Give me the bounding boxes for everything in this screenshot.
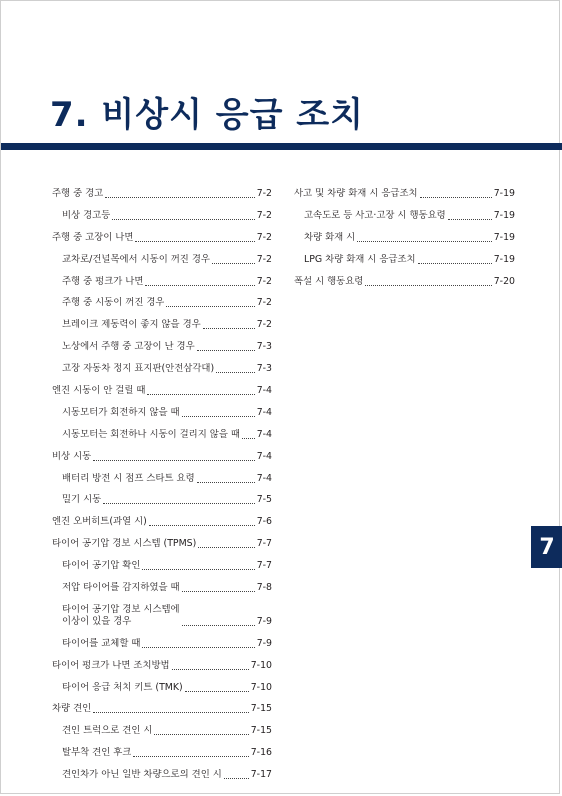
toc-page-number: 7-6: [256, 516, 272, 528]
toc-page-number: 7-20: [493, 275, 515, 287]
toc-entry[interactable]: [52, 451, 272, 463]
dot-leader: [105, 197, 254, 198]
dot-leader: [224, 778, 249, 779]
toc-entry-label: 견인 트럭으로 견인 시: [62, 725, 153, 737]
toc-subentry[interactable]: [52, 769, 272, 781]
dot-leader: [418, 263, 492, 264]
toc-subentry[interactable]: [52, 429, 272, 441]
toc-subentry[interactable]: [52, 494, 272, 506]
chapter-tab-number: 7: [539, 534, 555, 560]
toc-page-number: 7-15: [250, 703, 272, 715]
toc-subentry[interactable]: [294, 254, 515, 266]
toc-subentry[interactable]: [52, 682, 272, 694]
dot-leader: [149, 525, 255, 526]
dot-leader: [147, 394, 254, 395]
toc-subentry[interactable]: [52, 363, 272, 375]
toc-page-number: 7-2: [256, 253, 272, 265]
toc-entry-label: 사고 및 차량 화재 시 응급조치: [294, 188, 418, 199]
toc-page-number: 7-5: [256, 494, 272, 506]
toc-page-number: 7-2: [256, 188, 272, 199]
toc-entry-label: 견인차가 아닌 일반 차량으로의 견인 시: [62, 769, 222, 781]
toc-subentry[interactable]: [52, 297, 272, 309]
toc-entry[interactable]: [294, 276, 515, 288]
toc-page-number: 7-2: [256, 231, 272, 243]
dot-leader: [133, 756, 248, 757]
toc-entry-label: 폭설 시 행동요령: [294, 275, 364, 287]
toc-page-number: 7-2: [256, 275, 272, 287]
dot-leader: [93, 712, 249, 713]
toc-page-number: 7-2: [256, 209, 272, 221]
toc-entry-label: 밀기 시동: [62, 494, 102, 506]
toc-subentry[interactable]: [52, 210, 272, 222]
toc-page-number: 7-4: [256, 406, 272, 418]
toc-page-number: 7-10: [250, 659, 272, 671]
toc-subentry[interactable]: [52, 638, 272, 650]
dot-leader: [142, 647, 254, 648]
toc-entry-label: [62, 604, 180, 628]
toc-entry-label-line: 타이어 공기압 경보 시스템에: [62, 603, 180, 615]
title-rule: [1, 143, 562, 150]
chapter-title: 7. 비상시 응급 조치: [50, 95, 364, 135]
toc-entry-label: 타이어 펑크가 나면 조치방법: [52, 659, 170, 671]
toc-entry-label: 교차로/건널목에서 시동이 꺼진 경우: [62, 253, 210, 265]
toc-subentry[interactable]: [52, 747, 272, 759]
toc-subentry[interactable]: [294, 210, 515, 222]
toc-entry-label: 브레이크 제동력이 좋지 않을 경우: [62, 319, 201, 331]
toc-entry-label: 고장 자동차 정지 표지판(안전삼각대): [62, 363, 215, 375]
dot-leader: [172, 669, 249, 670]
toc-page-number: 7-19: [493, 253, 515, 265]
dot-leader: [166, 306, 254, 307]
dot-leader: [212, 263, 255, 264]
toc-entry-label: 차량 견인: [52, 703, 92, 715]
chapter-tab: [531, 526, 562, 568]
toc-entry-label: 차량 화재 시: [304, 231, 356, 243]
toc-subentry[interactable]: [52, 407, 272, 419]
toc-entry-label: 탈부착 견인 후크: [62, 747, 132, 759]
toc-page-number: 7-19: [493, 209, 515, 221]
toc-subentry[interactable]: [52, 276, 272, 288]
dot-leader: [154, 734, 248, 735]
toc-page-number: 7-4: [256, 472, 272, 484]
dot-leader: [182, 625, 255, 626]
toc-page-number: 7-7: [256, 538, 272, 550]
toc-entry[interactable]: [52, 516, 272, 528]
toc-page-number: 7-2: [256, 297, 272, 309]
toc-entry-label: 타이어 공기압 경보 시스템 (TPMS): [52, 538, 197, 550]
dot-leader: [216, 372, 255, 373]
toc-entry-label: 시동모터가 회전하지 않을 때: [62, 406, 180, 418]
toc-page-number: 7-10: [250, 681, 272, 693]
toc-page-number: 7-17: [250, 769, 272, 781]
dot-leader: [197, 482, 255, 483]
toc-entry-label: 배터리 방전 시 점프 스타트 요령: [62, 472, 195, 484]
toc-page-number: 7-4: [256, 428, 272, 440]
toc-entry-label: 주행 중 시동이 꺼진 경우: [62, 297, 165, 309]
dot-leader: [135, 241, 254, 242]
toc-page-number: 7-8: [256, 582, 272, 594]
toc-entry-label: 엔진 오버히트(과열 시): [52, 516, 147, 528]
toc-page-number: 7-4: [256, 385, 272, 397]
toc-page-number: 7-19: [493, 188, 515, 199]
dot-leader: [365, 285, 491, 286]
toc-page-number: 7-19: [493, 231, 515, 243]
toc-subentry[interactable]: [52, 254, 272, 266]
toc-entry[interactable]: [52, 703, 272, 715]
toc-subentry[interactable]: [294, 232, 515, 244]
toc-entry-label: 주행 중 고장이 나면: [52, 231, 134, 243]
dot-leader: [182, 591, 255, 592]
toc-page-number: 7-4: [256, 450, 272, 462]
dot-leader: [357, 241, 491, 242]
toc-page-number: 7-3: [256, 341, 272, 353]
dot-leader: [197, 350, 255, 351]
toc-entry-label: LPG 차량 화재 시 응급조치: [304, 253, 416, 265]
toc-page-number: 7-7: [256, 560, 272, 572]
dot-leader: [142, 569, 254, 570]
toc-subentry[interactable]: [52, 582, 272, 594]
toc-subentry[interactable]: [52, 560, 272, 572]
dot-leader: [103, 503, 254, 504]
toc-entry-label: 비상 시동: [52, 450, 92, 462]
toc-page-number: 7-16: [250, 747, 272, 759]
toc-entry-label: 엔진 시동이 안 걸릴 때: [52, 385, 146, 397]
toc-entry-label: 비상 경고등: [62, 209, 111, 221]
toc-entry[interactable]: [52, 385, 272, 397]
dot-leader: [112, 219, 254, 220]
toc-left-column: [52, 188, 272, 791]
toc-subentry[interactable]: [52, 725, 272, 737]
toc-entry-label: 주행 중 펑크가 나면: [62, 275, 144, 287]
dot-leader: [185, 691, 249, 692]
toc-entry-label: 노상에서 주행 중 고장이 난 경우: [62, 341, 195, 353]
toc-page-number: 7-9: [256, 637, 272, 649]
toc-entry-label: 시동모터는 회전하나 시동이 걸리지 않을 때: [62, 428, 240, 440]
toc-entry[interactable]: [52, 660, 272, 672]
toc-right-column: [294, 188, 515, 297]
dot-leader: [203, 328, 255, 329]
toc-page-number: 7-2: [256, 319, 272, 331]
dot-leader: [182, 416, 255, 417]
toc-subentry[interactable]: [52, 604, 272, 628]
toc-entry[interactable]: [52, 188, 272, 200]
dot-leader: [145, 285, 254, 286]
toc-page-number: 7-15: [250, 725, 272, 737]
dot-leader: [242, 438, 255, 439]
dot-leader: [93, 460, 254, 461]
toc-entry-label: 고속도로 등 사고·고장 시 행동요령: [304, 209, 446, 221]
dot-leader: [420, 197, 492, 198]
toc-entry-label: 저압 타이어를 감지하였을 때: [62, 582, 180, 594]
toc-entry-label: 타이어 응급 처치 키트 (TMK): [62, 681, 183, 693]
dot-leader: [448, 219, 492, 220]
toc-subentry[interactable]: [52, 319, 272, 331]
toc-page-number: 7-9: [256, 615, 272, 627]
toc-subentry[interactable]: [52, 473, 272, 485]
toc-entry[interactable]: [52, 538, 272, 550]
toc-entry-label: 타이어를 교체할 때: [62, 637, 141, 649]
dot-leader: [198, 547, 254, 548]
toc-entry-label-line: 이상이 있을 경우: [62, 615, 132, 627]
toc-page-number: 7-3: [256, 363, 272, 375]
toc-entry-label: 주행 중 경고: [52, 188, 104, 199]
toc-entry[interactable]: [52, 232, 272, 244]
toc-entry[interactable]: [294, 188, 515, 200]
toc-entry-label: 타이어 공기압 확인: [62, 560, 141, 572]
toc-subentry[interactable]: [52, 341, 272, 353]
